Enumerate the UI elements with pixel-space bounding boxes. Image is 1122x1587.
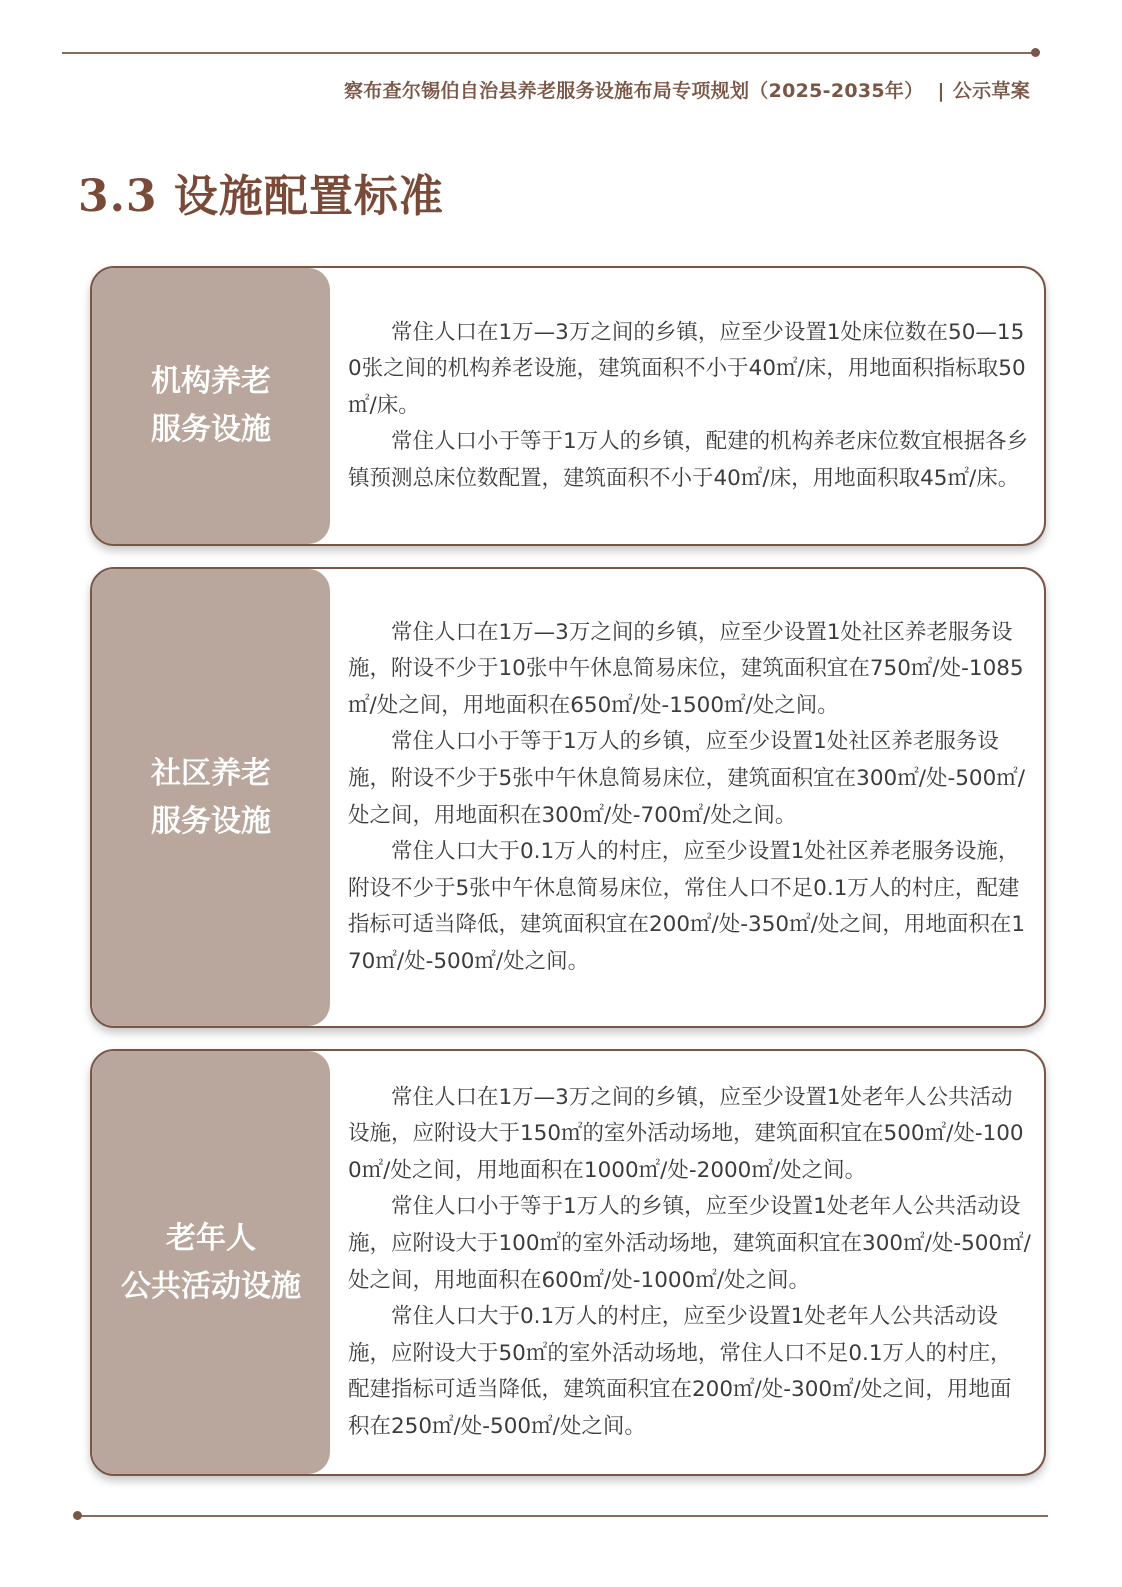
card-body <box>330 1051 1044 1474</box>
card-community-elderly-care <box>90 567 1046 1028</box>
card-label <box>92 268 330 544</box>
card-senior-public-activity <box>90 1049 1046 1476</box>
card-label-line: 服务设施 <box>151 803 271 839</box>
document-status: 公示草案 <box>952 80 1030 102</box>
card-paragraph: 常住人口小于等于1万人的乡镇，配建的机构养老床位数宜根据各乡镇预测总床位数配置，建筑面积不小于40㎡/床，用地面积取45㎡/床。 <box>348 429 1029 491</box>
card-label-line: 老年人 <box>166 1220 256 1256</box>
card-label <box>92 1051 330 1474</box>
card-body <box>330 569 1044 1026</box>
header-rule <box>62 52 1034 54</box>
document-header <box>344 76 1030 103</box>
card-label-line: 机构养老 <box>151 364 271 399</box>
footer-rule <box>80 1515 1048 1517</box>
card-paragraph: 常住人口在1万—3万之间的乡镇，应至少设置1处老年人公共活动设施，应附设大于150㎡的室外活动场地，建筑面积宜在500㎡/处-1000㎡/处之间，用地面积在1000㎡/处-2000㎡/处之间。 <box>348 1084 1024 1183</box>
card-label-line: 社区养老 <box>151 755 271 791</box>
card-paragraph: 常住人口小于等于1万人的乡镇，应至少设置1处社区养老服务设施，附设不少于5张中午休息简易床位，建筑面积宜在300㎡/处-500㎡/处之间，用地面积在300㎡/处-700㎡/处之间。 <box>348 729 1026 828</box>
card-paragraph: 常住人口大于0.1万人的村庄，应至少设置1处社区养老服务设施，附设不少于5张中午休息简易床位，常住人口不足0.1万人的村庄，配建指标可适当降低，建筑面积宜在200㎡/处-350㎡/处之间，用地面积在170㎡/处-500㎡/处之间。 <box>348 839 1026 974</box>
card-label-line: 服务设施 <box>151 412 271 447</box>
card-label-line: 公共活动设施 <box>121 1268 301 1304</box>
card-paragraph: 常住人口小于等于1万人的乡镇，应至少设置1处老年人公共活动设施，应附设大于100㎡的室外活动场地，建筑面积宜在300㎡/处-500㎡/处之间，用地面积在600㎡/处-1000㎡/处之间。 <box>348 1194 1031 1293</box>
card-body <box>330 268 1044 544</box>
card-label <box>92 569 330 1026</box>
section-title: 3.3 设施配置标准 <box>78 171 444 222</box>
card-paragraph: 常住人口大于0.1万人的村庄，应至少设置1处老年人公共活动设施，应附设大于50㎡的室外活动场地，常住人口不足0.1万人的村庄，配建指标可适当降低，建筑面积宜在200㎡/处-300㎡/处之间，用地面积在250㎡/处-500㎡/处之间。 <box>348 1304 1012 1439</box>
card-institutional-elderly-care <box>90 266 1046 546</box>
card-paragraph: 常住人口在1万—3万之间的乡镇，应至少设置1处社区养老服务设施，附设不少于10张中午休息简易床位，建筑面积宜在750㎡/处-1085㎡/处之间，用地面积在650㎡/处-1500㎡/处之间。 <box>348 619 1024 718</box>
header-rule-dot <box>1031 48 1040 57</box>
header-separator: | <box>937 80 945 102</box>
document-title: 察布查尔锡伯自治县养老服务设施布局专项规划（2025-2035年） <box>343 80 924 102</box>
card-paragraph: 常住人口在1万—3万之间的乡镇，应至少设置1处床位数在50—150张之间的机构养老设施，建筑面积不小于40㎡/床，用地面积指标取50㎡/床。 <box>348 319 1026 418</box>
footer-rule-dot <box>73 1511 82 1520</box>
